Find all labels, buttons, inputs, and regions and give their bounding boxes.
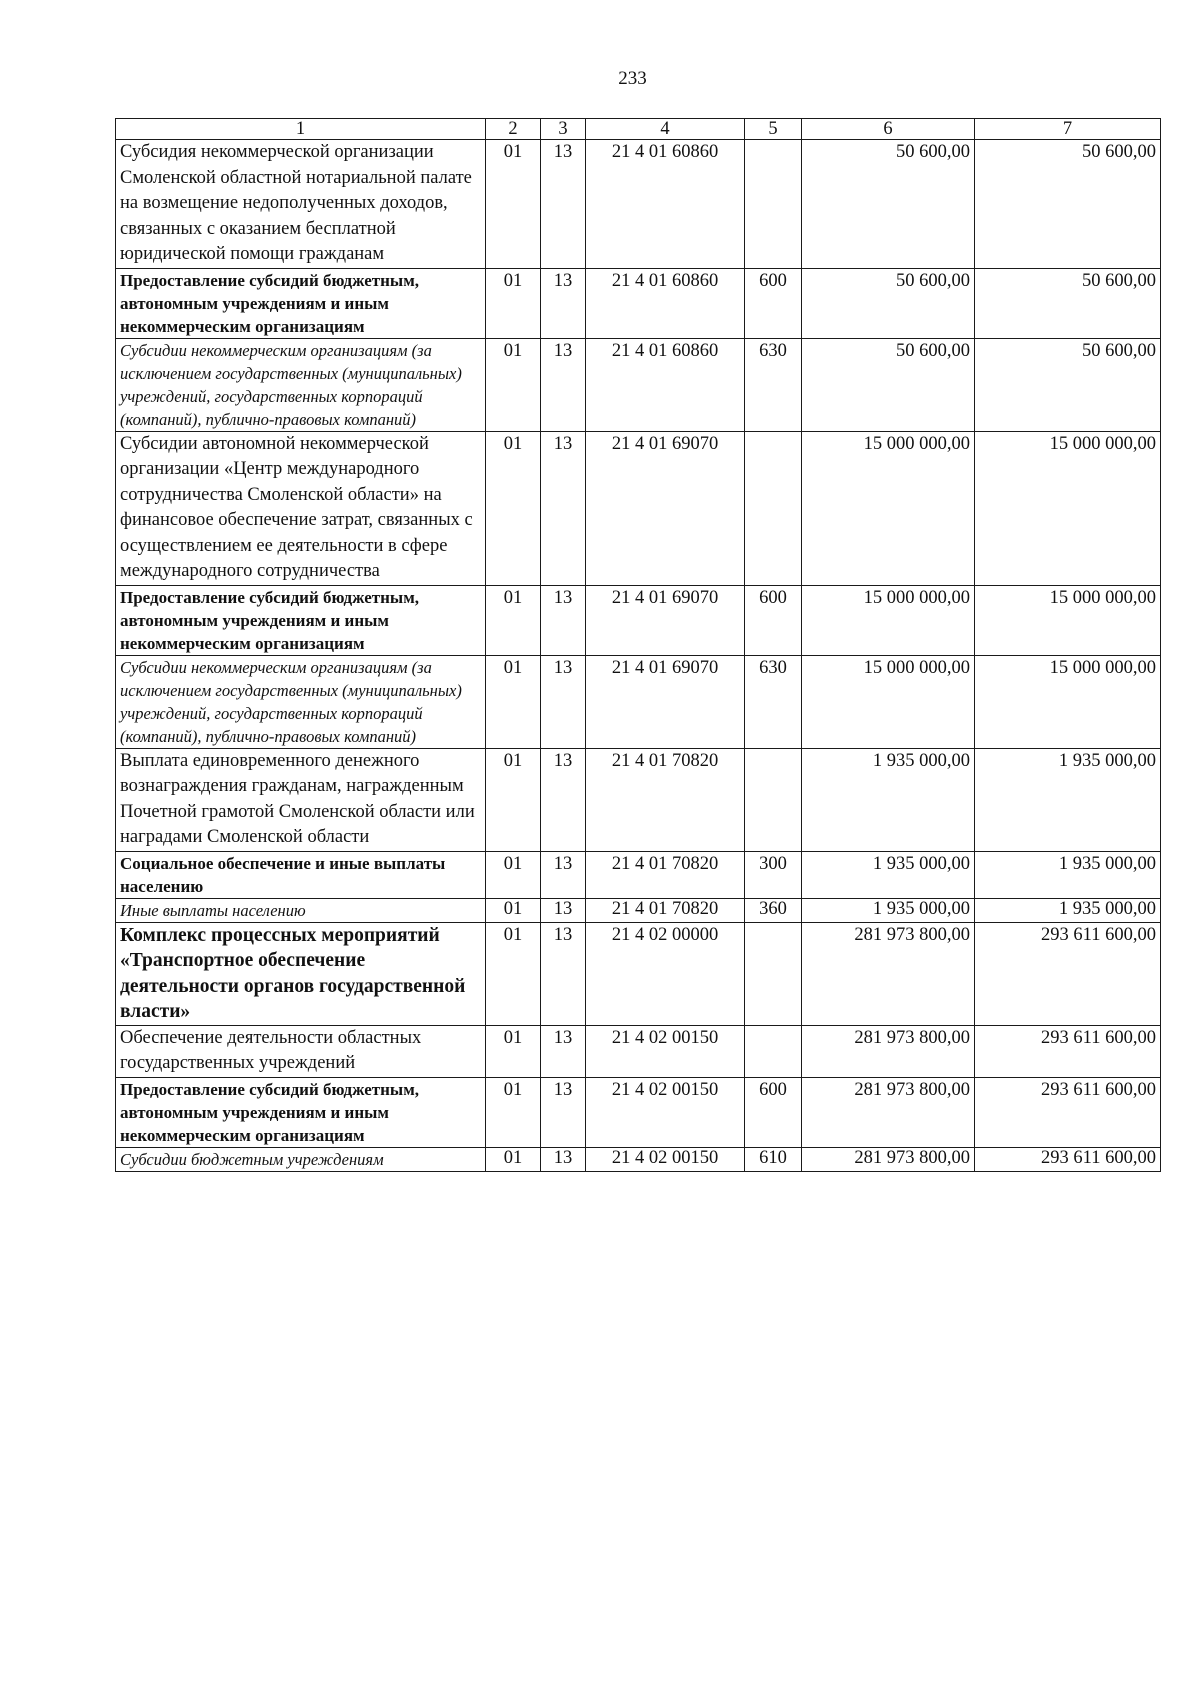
subsection-code-cell: 13 <box>541 655 586 748</box>
expense-type-cell: 600 <box>745 1077 802 1147</box>
table-row <box>116 140 1161 269</box>
row-name-cell: Субсидии некоммерческим организациям (за исключением государственных (муниципальных) учреждений, государственных корпораций (компаний), публично-правовых компаний) <box>116 338 486 431</box>
column-header: 5 <box>745 119 802 140</box>
target-article-cell: 21 4 01 60860 <box>586 140 745 269</box>
amount-year2-cell: 15 000 000,00 <box>975 431 1161 585</box>
header-row <box>116 119 1161 140</box>
amount-year1-cell: 281 973 800,00 <box>802 1025 975 1077</box>
table-row <box>116 898 1161 922</box>
amount-year1-cell: 50 600,00 <box>802 140 975 269</box>
table-row <box>116 268 1161 338</box>
amount-year2-cell: 293 611 600,00 <box>975 1025 1161 1077</box>
expense-type-cell <box>745 1025 802 1077</box>
section-code-cell: 01 <box>486 1147 541 1171</box>
section-code-cell: 01 <box>486 338 541 431</box>
row-name-cell: Предоставление субсидий бюджетным, автономным учреждениям и иным некоммерческим организациям <box>116 1077 486 1147</box>
column-header: 4 <box>586 119 745 140</box>
subsection-code-cell: 13 <box>541 922 586 1025</box>
table-row <box>116 1147 1161 1171</box>
table-row <box>116 1077 1161 1147</box>
column-header: 6 <box>802 119 975 140</box>
row-name-cell: Субсидия некоммерческой организации Смоленской областной нотариальной палате на возмещение недополученных доходов, связанных с оказанием бесплатной юридической помощи гражданам <box>116 140 486 269</box>
amount-year1-cell: 281 973 800,00 <box>802 922 975 1025</box>
column-header: 2 <box>486 119 541 140</box>
row-name-cell: Социальное обеспечение и иные выплаты населению <box>116 851 486 898</box>
table-row <box>116 922 1161 1025</box>
amount-year2-cell: 1 935 000,00 <box>975 748 1161 851</box>
amount-year1-cell: 281 973 800,00 <box>802 1147 975 1171</box>
row-name-cell: Предоставление субсидий бюджетным, автономным учреждениям и иным некоммерческим организациям <box>116 585 486 655</box>
table-row <box>116 585 1161 655</box>
amount-year2-cell: 1 935 000,00 <box>975 898 1161 922</box>
column-header: 1 <box>116 119 486 140</box>
amount-year1-cell: 50 600,00 <box>802 338 975 431</box>
expense-type-cell <box>745 922 802 1025</box>
subsection-code-cell: 13 <box>541 338 586 431</box>
expense-type-cell <box>745 431 802 585</box>
target-article-cell: 21 4 01 70820 <box>586 898 745 922</box>
row-name-cell: Предоставление субсидий бюджетным, автономным учреждениям и иным некоммерческим организациям <box>116 268 486 338</box>
amount-year1-cell: 1 935 000,00 <box>802 748 975 851</box>
subsection-code-cell: 13 <box>541 898 586 922</box>
target-article-cell: 21 4 01 69070 <box>586 655 745 748</box>
target-article-cell: 21 4 01 60860 <box>586 338 745 431</box>
page-number: 233 <box>618 68 647 89</box>
section-code-cell: 01 <box>486 268 541 338</box>
budget-table <box>115 118 1161 1172</box>
row-name-cell: Субсидии некоммерческим организациям (за исключением государственных (муниципальных) учреждений, государственных корпораций (компаний), публично-правовых компаний) <box>116 655 486 748</box>
subsection-code-cell: 13 <box>541 1025 586 1077</box>
target-article-cell: 21 4 01 70820 <box>586 748 745 851</box>
row-name-cell: Иные выплаты населению <box>116 898 486 922</box>
section-code-cell: 01 <box>486 1077 541 1147</box>
row-name-cell: Субсидии автономной некоммерческой организации «Центр международного сотрудничества Смоленской области» на финансовое обеспечение затрат, связанных с осуществлением ее деятельности в сфере международного сотрудничества <box>116 431 486 585</box>
target-article-cell: 21 4 01 60860 <box>586 268 745 338</box>
target-article-cell: 21 4 01 69070 <box>586 431 745 585</box>
column-header: 7 <box>975 119 1161 140</box>
subsection-code-cell: 13 <box>541 1077 586 1147</box>
amount-year1-cell: 281 973 800,00 <box>802 1077 975 1147</box>
section-code-cell: 01 <box>486 140 541 269</box>
section-code-cell: 01 <box>486 585 541 655</box>
target-article-cell: 21 4 01 70820 <box>586 851 745 898</box>
amount-year1-cell: 1 935 000,00 <box>802 851 975 898</box>
section-code-cell: 01 <box>486 431 541 585</box>
expense-type-cell <box>745 748 802 851</box>
subsection-code-cell: 13 <box>541 140 586 269</box>
expense-type-cell: 610 <box>745 1147 802 1171</box>
table-row <box>116 338 1161 431</box>
expense-type-cell: 630 <box>745 338 802 431</box>
amount-year1-cell: 50 600,00 <box>802 268 975 338</box>
section-code-cell: 01 <box>486 851 541 898</box>
subsection-code-cell: 13 <box>541 431 586 585</box>
section-code-cell: 01 <box>486 748 541 851</box>
amount-year1-cell: 1 935 000,00 <box>802 898 975 922</box>
row-name-cell: Комплекс процессных мероприятий «Транспортное обеспечение деятельности органов государственной власти» <box>116 922 486 1025</box>
target-article-cell: 21 4 02 00150 <box>586 1025 745 1077</box>
row-name-cell: Обеспечение деятельности областных государственных учреждений <box>116 1025 486 1077</box>
expense-type-cell: 630 <box>745 655 802 748</box>
subsection-code-cell: 13 <box>541 851 586 898</box>
table-row <box>116 748 1161 851</box>
target-article-cell: 21 4 02 00000 <box>586 922 745 1025</box>
subsection-code-cell: 13 <box>541 748 586 851</box>
amount-year2-cell: 15 000 000,00 <box>975 655 1161 748</box>
target-article-cell: 21 4 01 69070 <box>586 585 745 655</box>
section-code-cell: 01 <box>486 1025 541 1077</box>
row-name-cell: Субсидии бюджетным учреждениям <box>116 1147 486 1171</box>
amount-year2-cell: 293 611 600,00 <box>975 1147 1161 1171</box>
section-code-cell: 01 <box>486 655 541 748</box>
amount-year2-cell: 293 611 600,00 <box>975 922 1161 1025</box>
amount-year2-cell: 15 000 000,00 <box>975 585 1161 655</box>
amount-year2-cell: 50 600,00 <box>975 268 1161 338</box>
table-row <box>116 1025 1161 1077</box>
expense-type-cell: 600 <box>745 585 802 655</box>
target-article-cell: 21 4 02 00150 <box>586 1147 745 1171</box>
section-code-cell: 01 <box>486 898 541 922</box>
amount-year2-cell: 1 935 000,00 <box>975 851 1161 898</box>
amount-year1-cell: 15 000 000,00 <box>802 431 975 585</box>
amount-year2-cell: 293 611 600,00 <box>975 1077 1161 1147</box>
amount-year1-cell: 15 000 000,00 <box>802 585 975 655</box>
table-row <box>116 431 1161 585</box>
subsection-code-cell: 13 <box>541 1147 586 1171</box>
expense-type-cell <box>745 140 802 269</box>
expense-type-cell: 360 <box>745 898 802 922</box>
column-header: 3 <box>541 119 586 140</box>
section-code-cell: 01 <box>486 922 541 1025</box>
subsection-code-cell: 13 <box>541 585 586 655</box>
table-row <box>116 655 1161 748</box>
amount-year2-cell: 50 600,00 <box>975 338 1161 431</box>
target-article-cell: 21 4 02 00150 <box>586 1077 745 1147</box>
amount-year1-cell: 15 000 000,00 <box>802 655 975 748</box>
row-name-cell: Выплата единовременного денежного вознаграждения гражданам, награжденным Почетной грамотой Смоленской области или наградами Смоленской области <box>116 748 486 851</box>
expense-type-cell: 300 <box>745 851 802 898</box>
table-row <box>116 851 1161 898</box>
subsection-code-cell: 13 <box>541 268 586 338</box>
expense-type-cell: 600 <box>745 268 802 338</box>
amount-year2-cell: 50 600,00 <box>975 140 1161 269</box>
